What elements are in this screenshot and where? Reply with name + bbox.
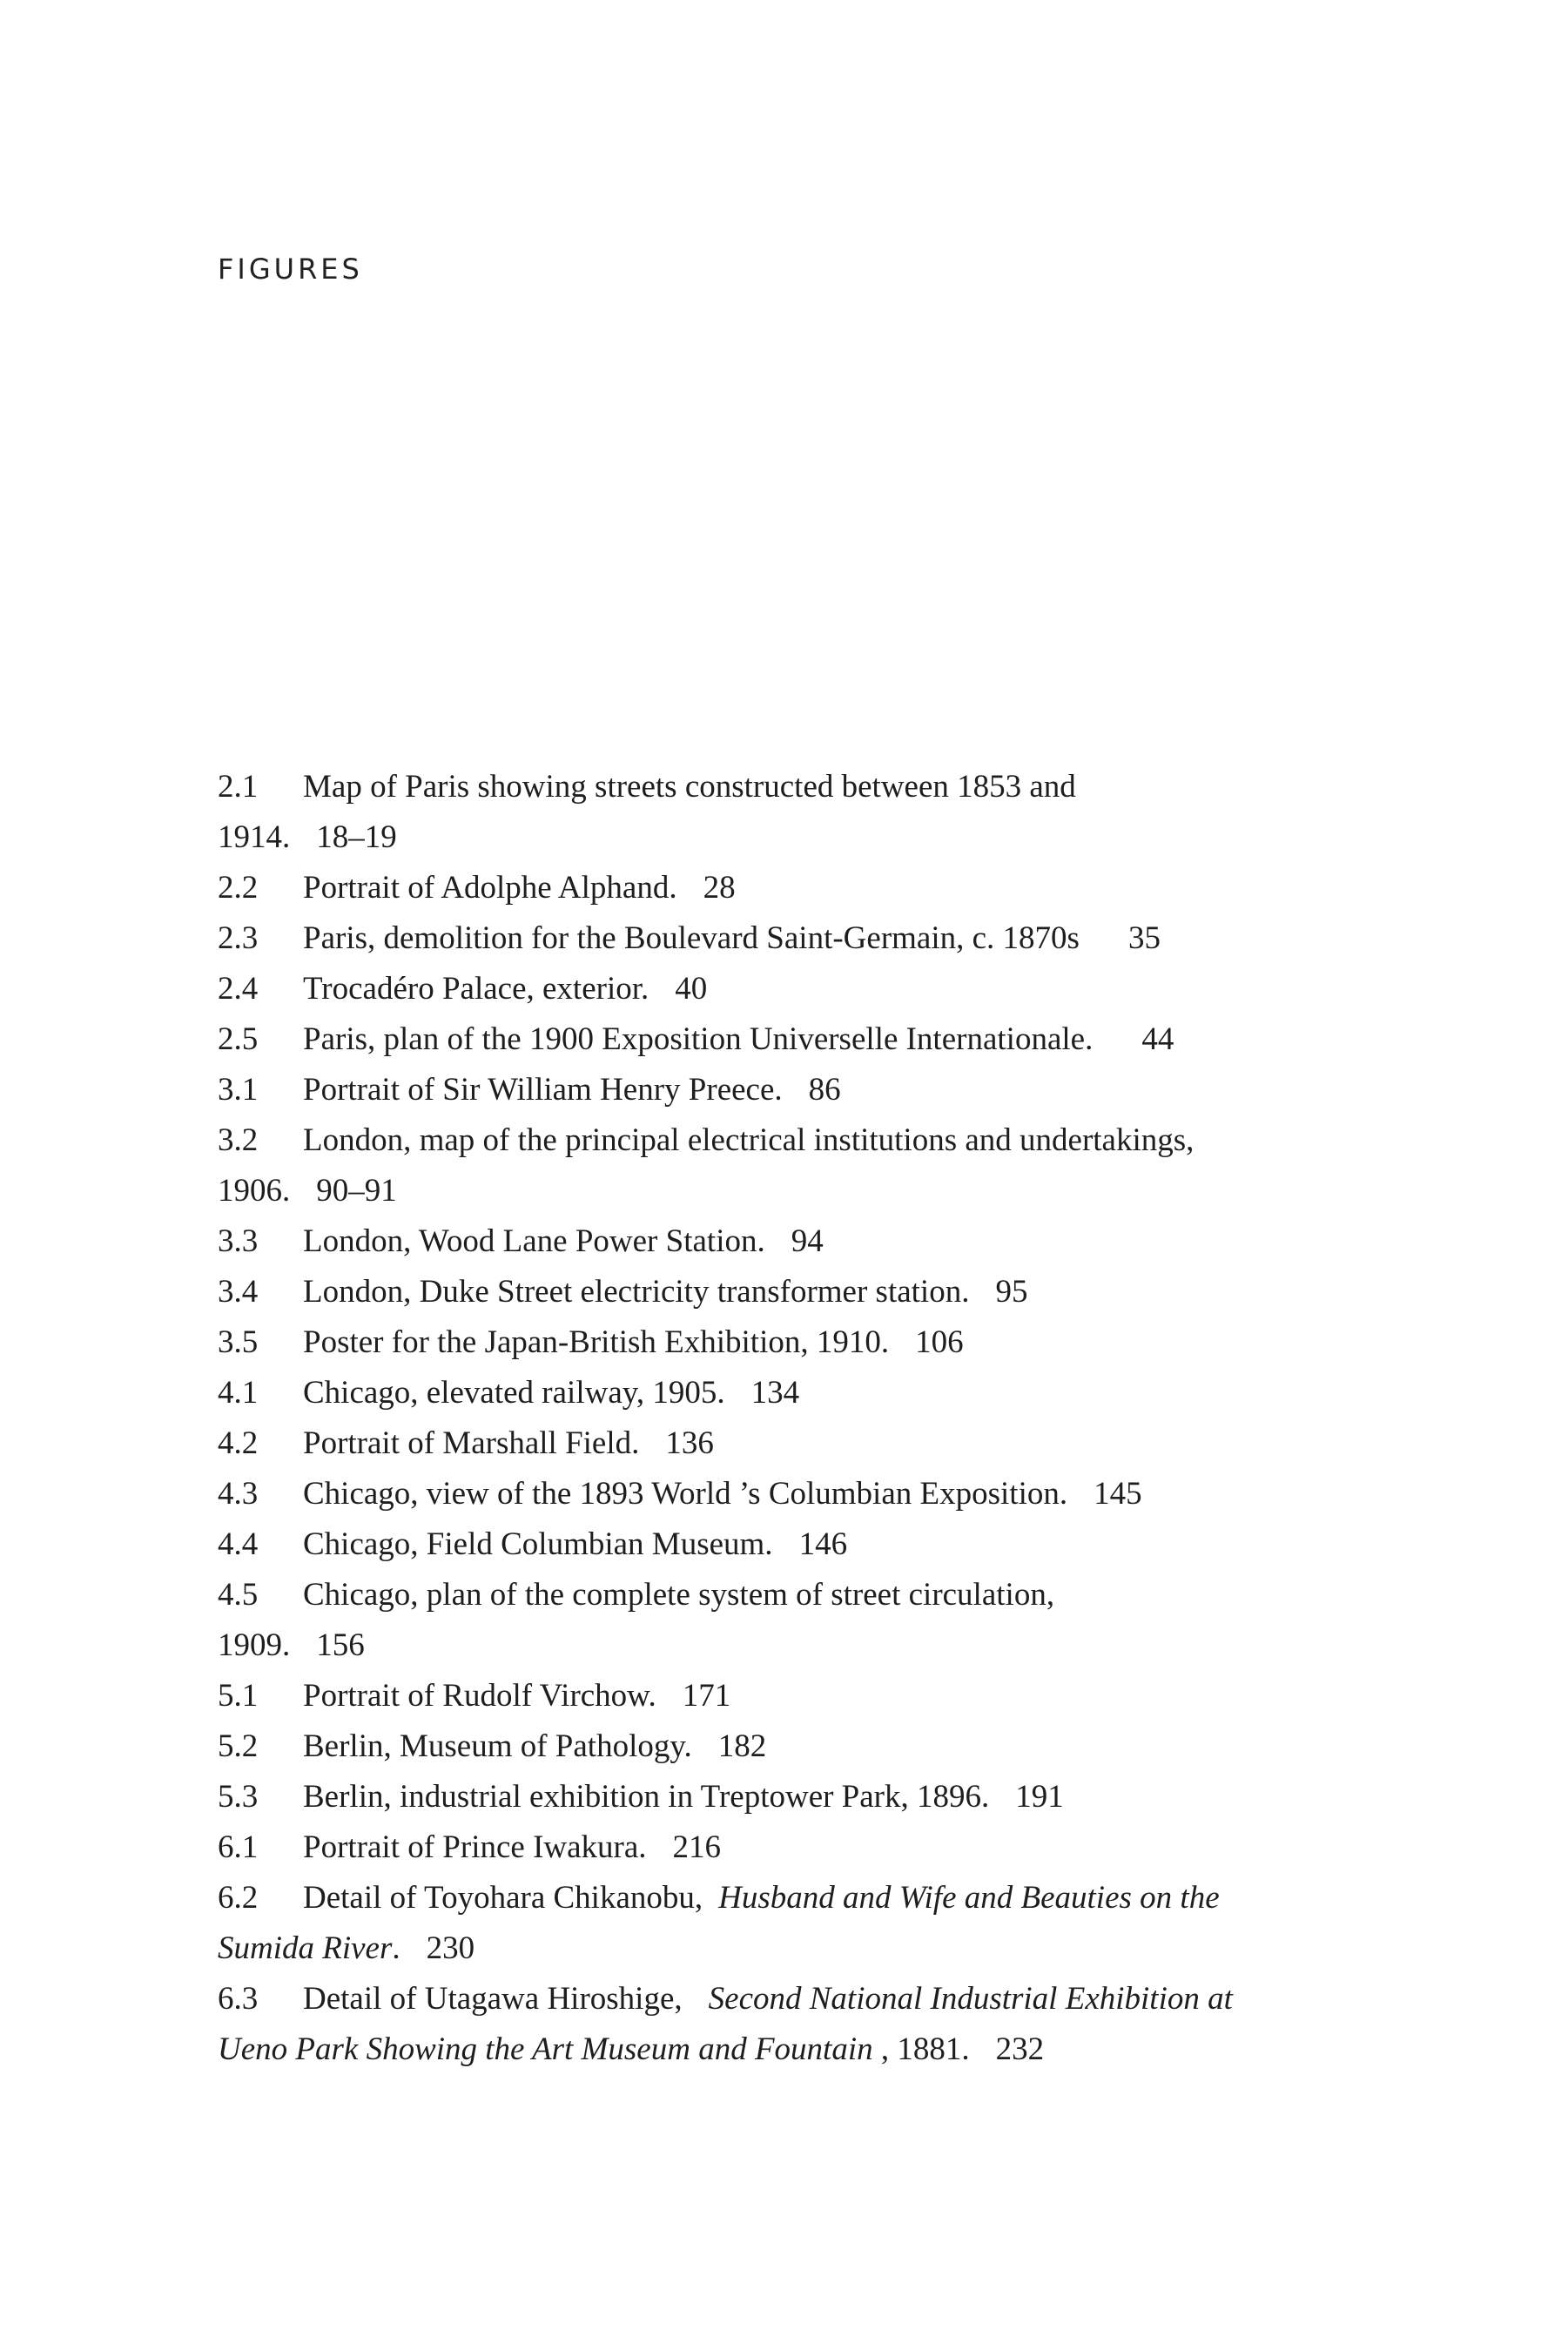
figure-caption: Portrait of Rudolf Virchow. bbox=[303, 1678, 656, 1714]
figure-caption: Poster for the Japan-British Exhibition, 1910. bbox=[303, 1324, 890, 1360]
figure-number: 3.5 bbox=[218, 1324, 259, 1360]
artwork-title: Husband and Wife and Beauties on the bbox=[718, 1880, 1220, 1916]
page-number: 171 bbox=[682, 1678, 731, 1714]
page-number: 136 bbox=[665, 1425, 714, 1461]
figure-entry bbox=[218, 1469, 1376, 1519]
figure-number: 2.4 bbox=[218, 971, 259, 1007]
figure-caption: , 1881. bbox=[872, 2031, 970, 2067]
figure-number: 5.3 bbox=[218, 1779, 259, 1815]
page-number: 191 bbox=[1015, 1779, 1064, 1815]
figure-number: 2.3 bbox=[218, 920, 259, 956]
page-number: 134 bbox=[750, 1375, 800, 1411]
figure-caption: 1909. bbox=[218, 1627, 291, 1663]
figure-list bbox=[218, 762, 1376, 2075]
figure-number: 4.1 bbox=[218, 1375, 259, 1411]
figure-caption: Portrait of Sir William Henry Preece. bbox=[303, 1072, 783, 1108]
figure-entry bbox=[218, 1418, 1376, 1469]
figure-number: 4.5 bbox=[218, 1577, 259, 1613]
figure-number: 5.1 bbox=[218, 1678, 259, 1714]
figure-number: 6.1 bbox=[218, 1829, 259, 1865]
figure-entry bbox=[218, 1115, 1376, 1216]
page-number: 182 bbox=[717, 1728, 767, 1764]
figure-entry bbox=[218, 1671, 1376, 1721]
figure-caption: 1906. bbox=[218, 1173, 291, 1209]
figure-number: 5.2 bbox=[218, 1728, 259, 1764]
figure-entry bbox=[218, 1317, 1376, 1368]
figure-number: 2.2 bbox=[218, 870, 259, 906]
page-number: 18–19 bbox=[316, 819, 397, 855]
figure-entry bbox=[218, 1822, 1376, 1873]
figure-number: 6.2 bbox=[218, 1880, 259, 1916]
artwork-title: Sumida River bbox=[218, 1930, 393, 1966]
figure-entry bbox=[218, 1974, 1376, 2075]
page-number: 35 bbox=[1127, 920, 1161, 956]
artwork-title: Second National Industrial Exhibition at bbox=[708, 1981, 1233, 2017]
figure-entry bbox=[218, 964, 1376, 1014]
page-number: 90–91 bbox=[316, 1173, 397, 1209]
figure-entry bbox=[218, 1065, 1376, 1115]
figure-number: 2.5 bbox=[218, 1021, 259, 1057]
figure-number: 4.3 bbox=[218, 1476, 259, 1512]
figure-number: 3.4 bbox=[218, 1274, 259, 1310]
figure-entry bbox=[218, 1519, 1376, 1570]
figure-caption: Paris, demolition for the Boulevard Saint-Germain, c. 1870s bbox=[303, 920, 1080, 956]
figure-number: 6.3 bbox=[218, 1981, 259, 2017]
artwork-title: Ueno Park Showing the Art Museum and Fountain bbox=[218, 2031, 873, 2067]
figure-entry bbox=[218, 1014, 1376, 1065]
figure-caption: Portrait of Prince Iwakura. bbox=[303, 1829, 647, 1865]
figure-caption: Berlin, industrial exhibition in Treptower Park, 1896. bbox=[303, 1779, 990, 1815]
figure-entry bbox=[218, 1570, 1376, 1671]
figure-number: 3.2 bbox=[218, 1122, 259, 1158]
figure-caption: Detail of Utagawa Hiroshige, bbox=[303, 1981, 683, 2017]
figure-entry bbox=[218, 1873, 1376, 1974]
page-number: 145 bbox=[1094, 1476, 1142, 1512]
page-number: 28 bbox=[703, 870, 736, 906]
figure-entry bbox=[218, 1216, 1376, 1267]
figure-caption: Portrait of Marshall Field. bbox=[303, 1425, 640, 1461]
page-number: 95 bbox=[995, 1274, 1028, 1310]
figure-number: 3.1 bbox=[218, 1072, 259, 1108]
figure-caption: Chicago, plan of the complete system of street circulation, bbox=[303, 1577, 1055, 1613]
figure-entry bbox=[218, 1267, 1376, 1317]
page-number: 44 bbox=[1141, 1021, 1174, 1057]
figure-entry bbox=[218, 1772, 1376, 1822]
figure-caption: Berlin, Museum of Pathology. bbox=[303, 1728, 692, 1764]
figure-entry bbox=[218, 863, 1376, 913]
figure-caption: Chicago, elevated railway, 1905. bbox=[303, 1375, 725, 1411]
figure-caption: Chicago, Field Columbian Museum. bbox=[303, 1526, 773, 1562]
page-number: 106 bbox=[915, 1324, 964, 1360]
figure-caption: Detail of Toyohara Chikanobu, bbox=[303, 1880, 703, 1916]
page-number: 232 bbox=[995, 2031, 1045, 2067]
figure-caption: Trocadéro Palace, exterior. bbox=[303, 971, 649, 1007]
page-number: 86 bbox=[808, 1072, 841, 1108]
page-number: 156 bbox=[316, 1627, 365, 1663]
page-number: 146 bbox=[798, 1526, 848, 1562]
figure-number: 2.1 bbox=[218, 769, 259, 805]
page-number: 94 bbox=[791, 1223, 824, 1259]
figure-caption: Chicago, view of the 1893 World ’s Columbian Exposition. bbox=[303, 1476, 1068, 1512]
figure-caption: London, Wood Lane Power Station. bbox=[303, 1223, 765, 1259]
figure-number: 3.3 bbox=[218, 1223, 259, 1259]
figure-entry bbox=[218, 1368, 1376, 1418]
figure-number: 4.2 bbox=[218, 1425, 259, 1461]
figure-caption: Paris, plan of the 1900 Exposition Universelle Internationale. bbox=[303, 1021, 1094, 1057]
page-title: FIGURES bbox=[218, 253, 363, 286]
figure-caption: Map of Paris showing streets constructed between 1853 and bbox=[303, 769, 1076, 805]
figure-entry bbox=[218, 913, 1376, 964]
figure-caption: . bbox=[392, 1930, 400, 1966]
figure-number: 4.4 bbox=[218, 1526, 259, 1562]
figure-caption: London, map of the principal electrical institutions and undertakings, bbox=[303, 1122, 1195, 1158]
figure-entry bbox=[218, 762, 1376, 863]
figure-caption: Portrait of Adolphe Alphand. bbox=[303, 870, 677, 906]
figure-entry bbox=[218, 1721, 1376, 1772]
figure-caption: London, Duke Street electricity transformer station. bbox=[303, 1274, 970, 1310]
page-number: 216 bbox=[672, 1829, 722, 1865]
page-number: 230 bbox=[426, 1930, 475, 1966]
figure-caption: 1914. bbox=[218, 819, 291, 855]
page-number: 40 bbox=[675, 971, 708, 1007]
